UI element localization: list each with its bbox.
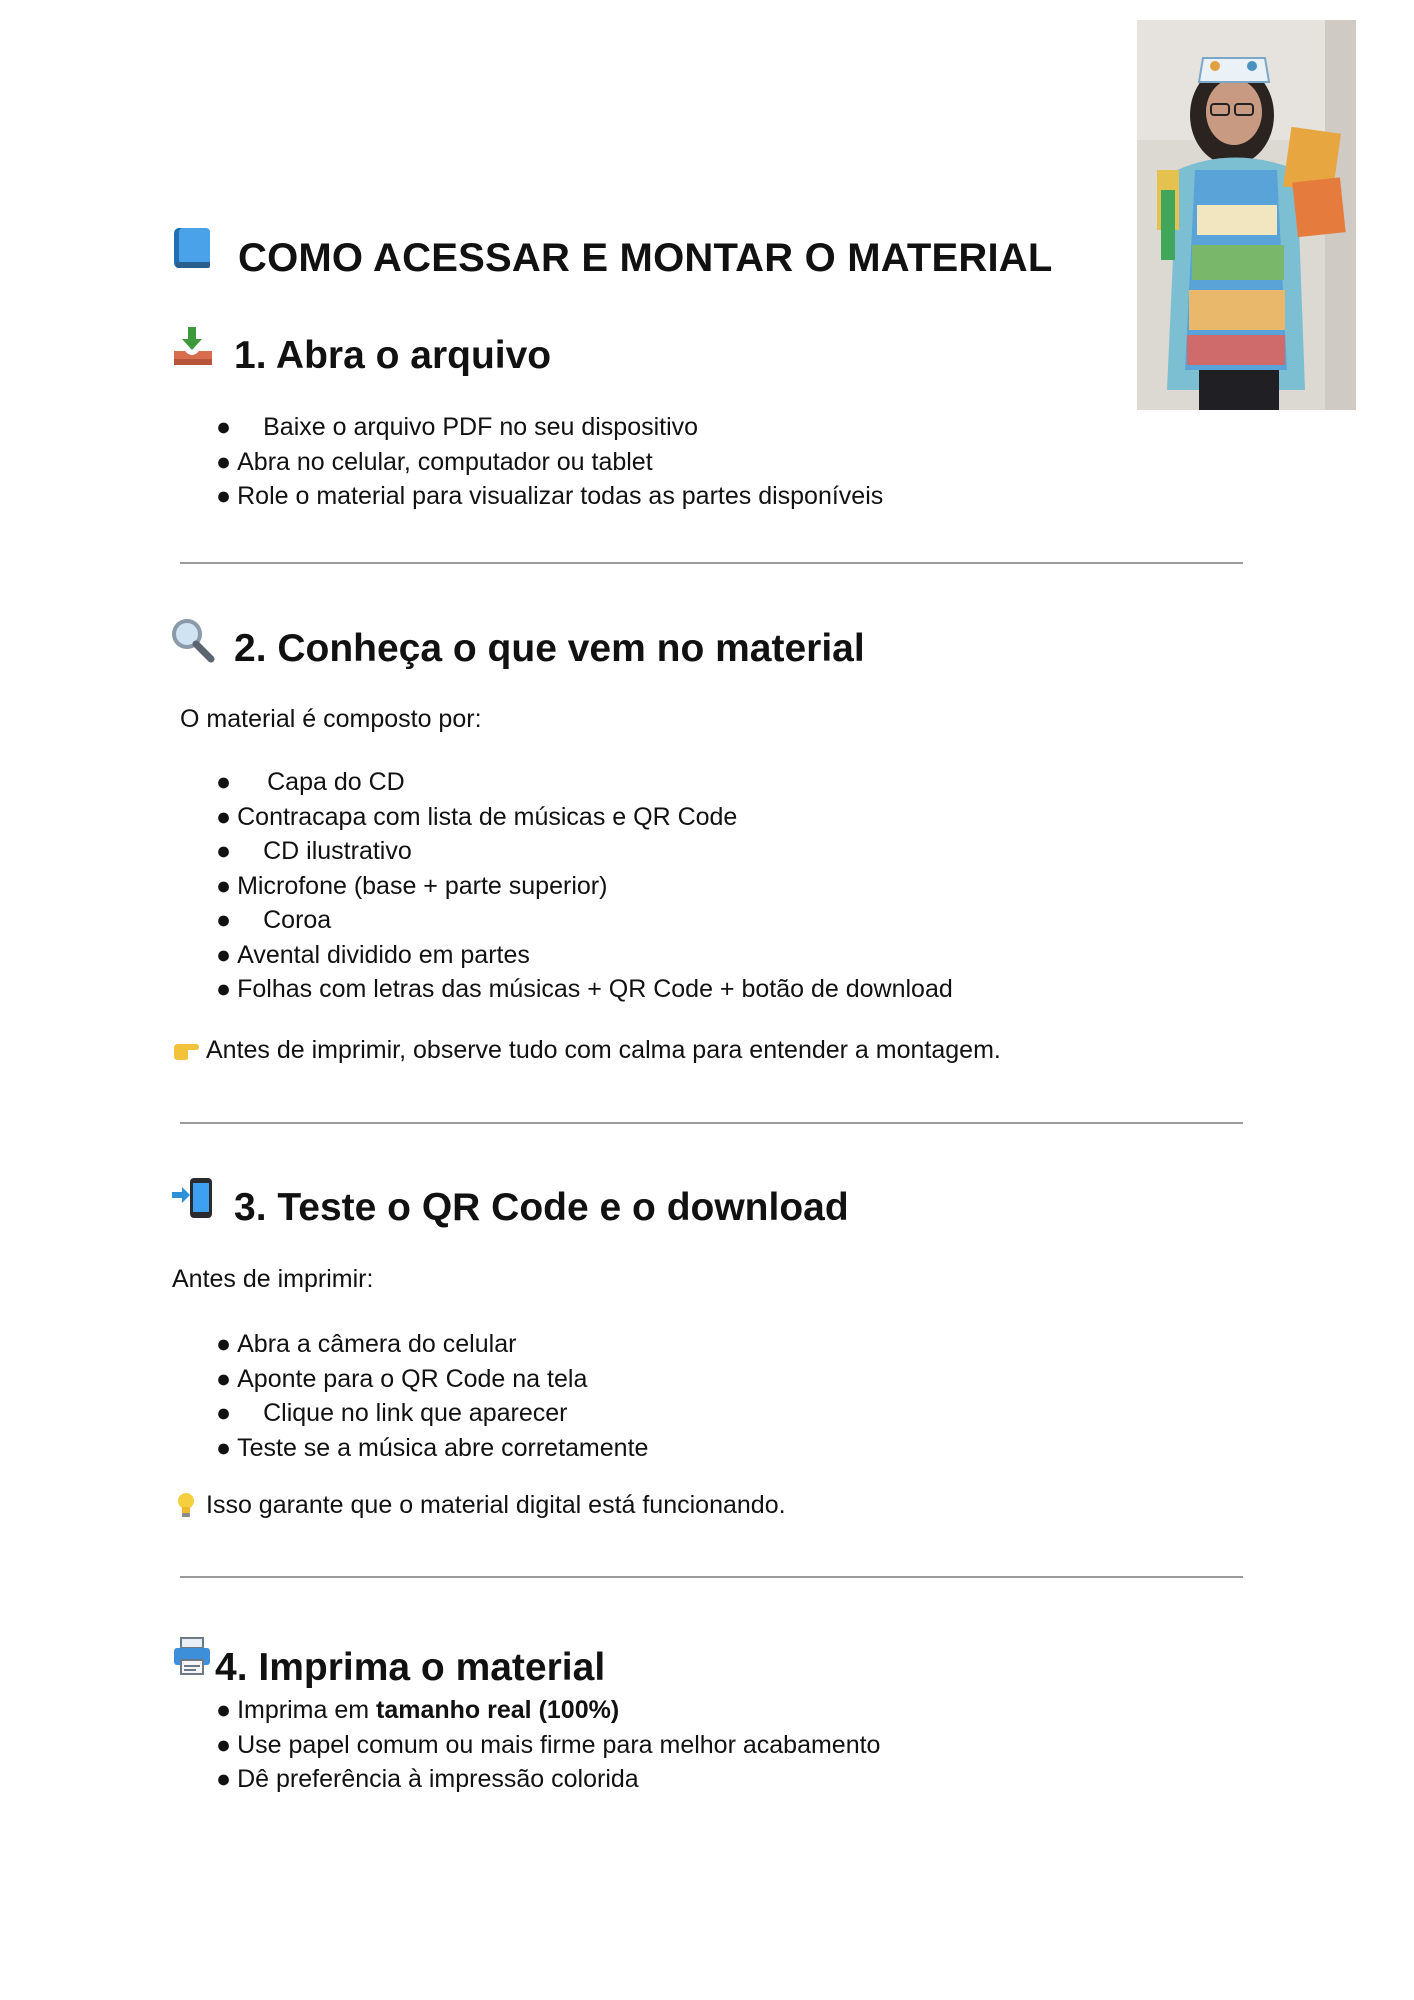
list-item: ● Role o material para visualizar todas as partes disponíveis xyxy=(216,482,884,510)
bullet: ● xyxy=(216,1696,232,1724)
bullet: ● xyxy=(216,906,232,934)
bullet: ● xyxy=(216,482,232,510)
list-item: ● Use papel comum ou mais firme para melhor acabamento xyxy=(216,1730,881,1759)
contents-note: Antes de imprimir, observe tudo com calma para entender a montagem. xyxy=(206,1036,1001,1064)
list-item: ● Dê preferência à impressão colorida xyxy=(216,1765,639,1793)
bullet: ● xyxy=(216,837,232,865)
list-item: ● Abra no celular, computador ou tablet xyxy=(216,447,653,476)
bullet: ● xyxy=(216,1399,232,1427)
list-item: ● CD ilustrativo xyxy=(216,837,412,865)
page-title: COMO ACESSAR E MONTAR O MATERIAL xyxy=(238,236,1053,280)
section-heading-contents: 2. Conheça o que vem no material xyxy=(234,627,865,670)
book-icon xyxy=(172,226,214,270)
test-qr-note: Isso garante que o material digital está funcionando. xyxy=(206,1491,786,1519)
lightbulb-icon xyxy=(176,1492,196,1518)
divider xyxy=(180,562,1243,564)
list-item: ● Folhas com letras das músicas + QR Code + botão de download xyxy=(216,975,953,1003)
phone-arrow-icon xyxy=(170,1176,216,1222)
list-item: ● Contracapa com lista de músicas e QR Code xyxy=(216,802,738,831)
list-item: ● Capa do CD xyxy=(216,768,405,796)
open-file-list xyxy=(216,410,883,514)
list-item: ● Clique no link que aparecer xyxy=(216,1399,568,1427)
contents-list xyxy=(216,765,953,1007)
magnifier-icon xyxy=(170,617,216,663)
list-item: ● Abra a câmera do celular xyxy=(216,1330,517,1358)
section-heading-open-file: 1. Abra o arquivo xyxy=(234,334,552,377)
test-qr-intro: Antes de imprimir: xyxy=(172,1265,374,1293)
section-heading-test-qr: 3. Teste o QR Code e o download xyxy=(234,1186,849,1229)
list-item: ● Coroa xyxy=(216,906,332,934)
bullet: ● xyxy=(216,871,232,900)
bold-text: tamanho real (100%) xyxy=(376,1696,620,1724)
list-item: ● Imprima em tamanho real (100%) xyxy=(216,1696,620,1724)
list-item: ● Avental dividido em partes xyxy=(216,940,530,969)
pointing-hand-icon xyxy=(172,1038,200,1062)
test-qr-list xyxy=(216,1327,648,1465)
bullet: ● xyxy=(216,1765,232,1793)
bullet: ● xyxy=(216,447,232,476)
bullet: ● xyxy=(216,1364,232,1393)
bullet: ● xyxy=(216,940,232,969)
bullet: ● xyxy=(216,1730,232,1759)
person-photo xyxy=(1137,20,1356,410)
contents-intro: O material é composto por: xyxy=(180,705,482,733)
printer-icon xyxy=(172,1636,212,1676)
bullet: ● xyxy=(216,413,232,441)
print-list xyxy=(216,1693,880,1797)
list-item: ● Microfone (base + parte superior) xyxy=(216,871,608,900)
divider xyxy=(180,1576,1243,1578)
section-heading-print: 4. Imprima o material xyxy=(215,1646,606,1689)
list-item: ● Teste se a música abre corretamente xyxy=(216,1433,649,1462)
download-tray-icon xyxy=(172,325,214,369)
bullet: ● xyxy=(216,802,232,831)
list-item: ● Baixe o arquivo PDF no seu dispositivo xyxy=(216,413,699,441)
divider xyxy=(180,1122,1243,1124)
bullet: ● xyxy=(216,975,232,1003)
bullet: ● xyxy=(216,1330,232,1358)
bullet: ● xyxy=(216,768,232,796)
list-item: ● Aponte para o QR Code na tela xyxy=(216,1364,588,1393)
bullet: ● xyxy=(216,1433,232,1462)
